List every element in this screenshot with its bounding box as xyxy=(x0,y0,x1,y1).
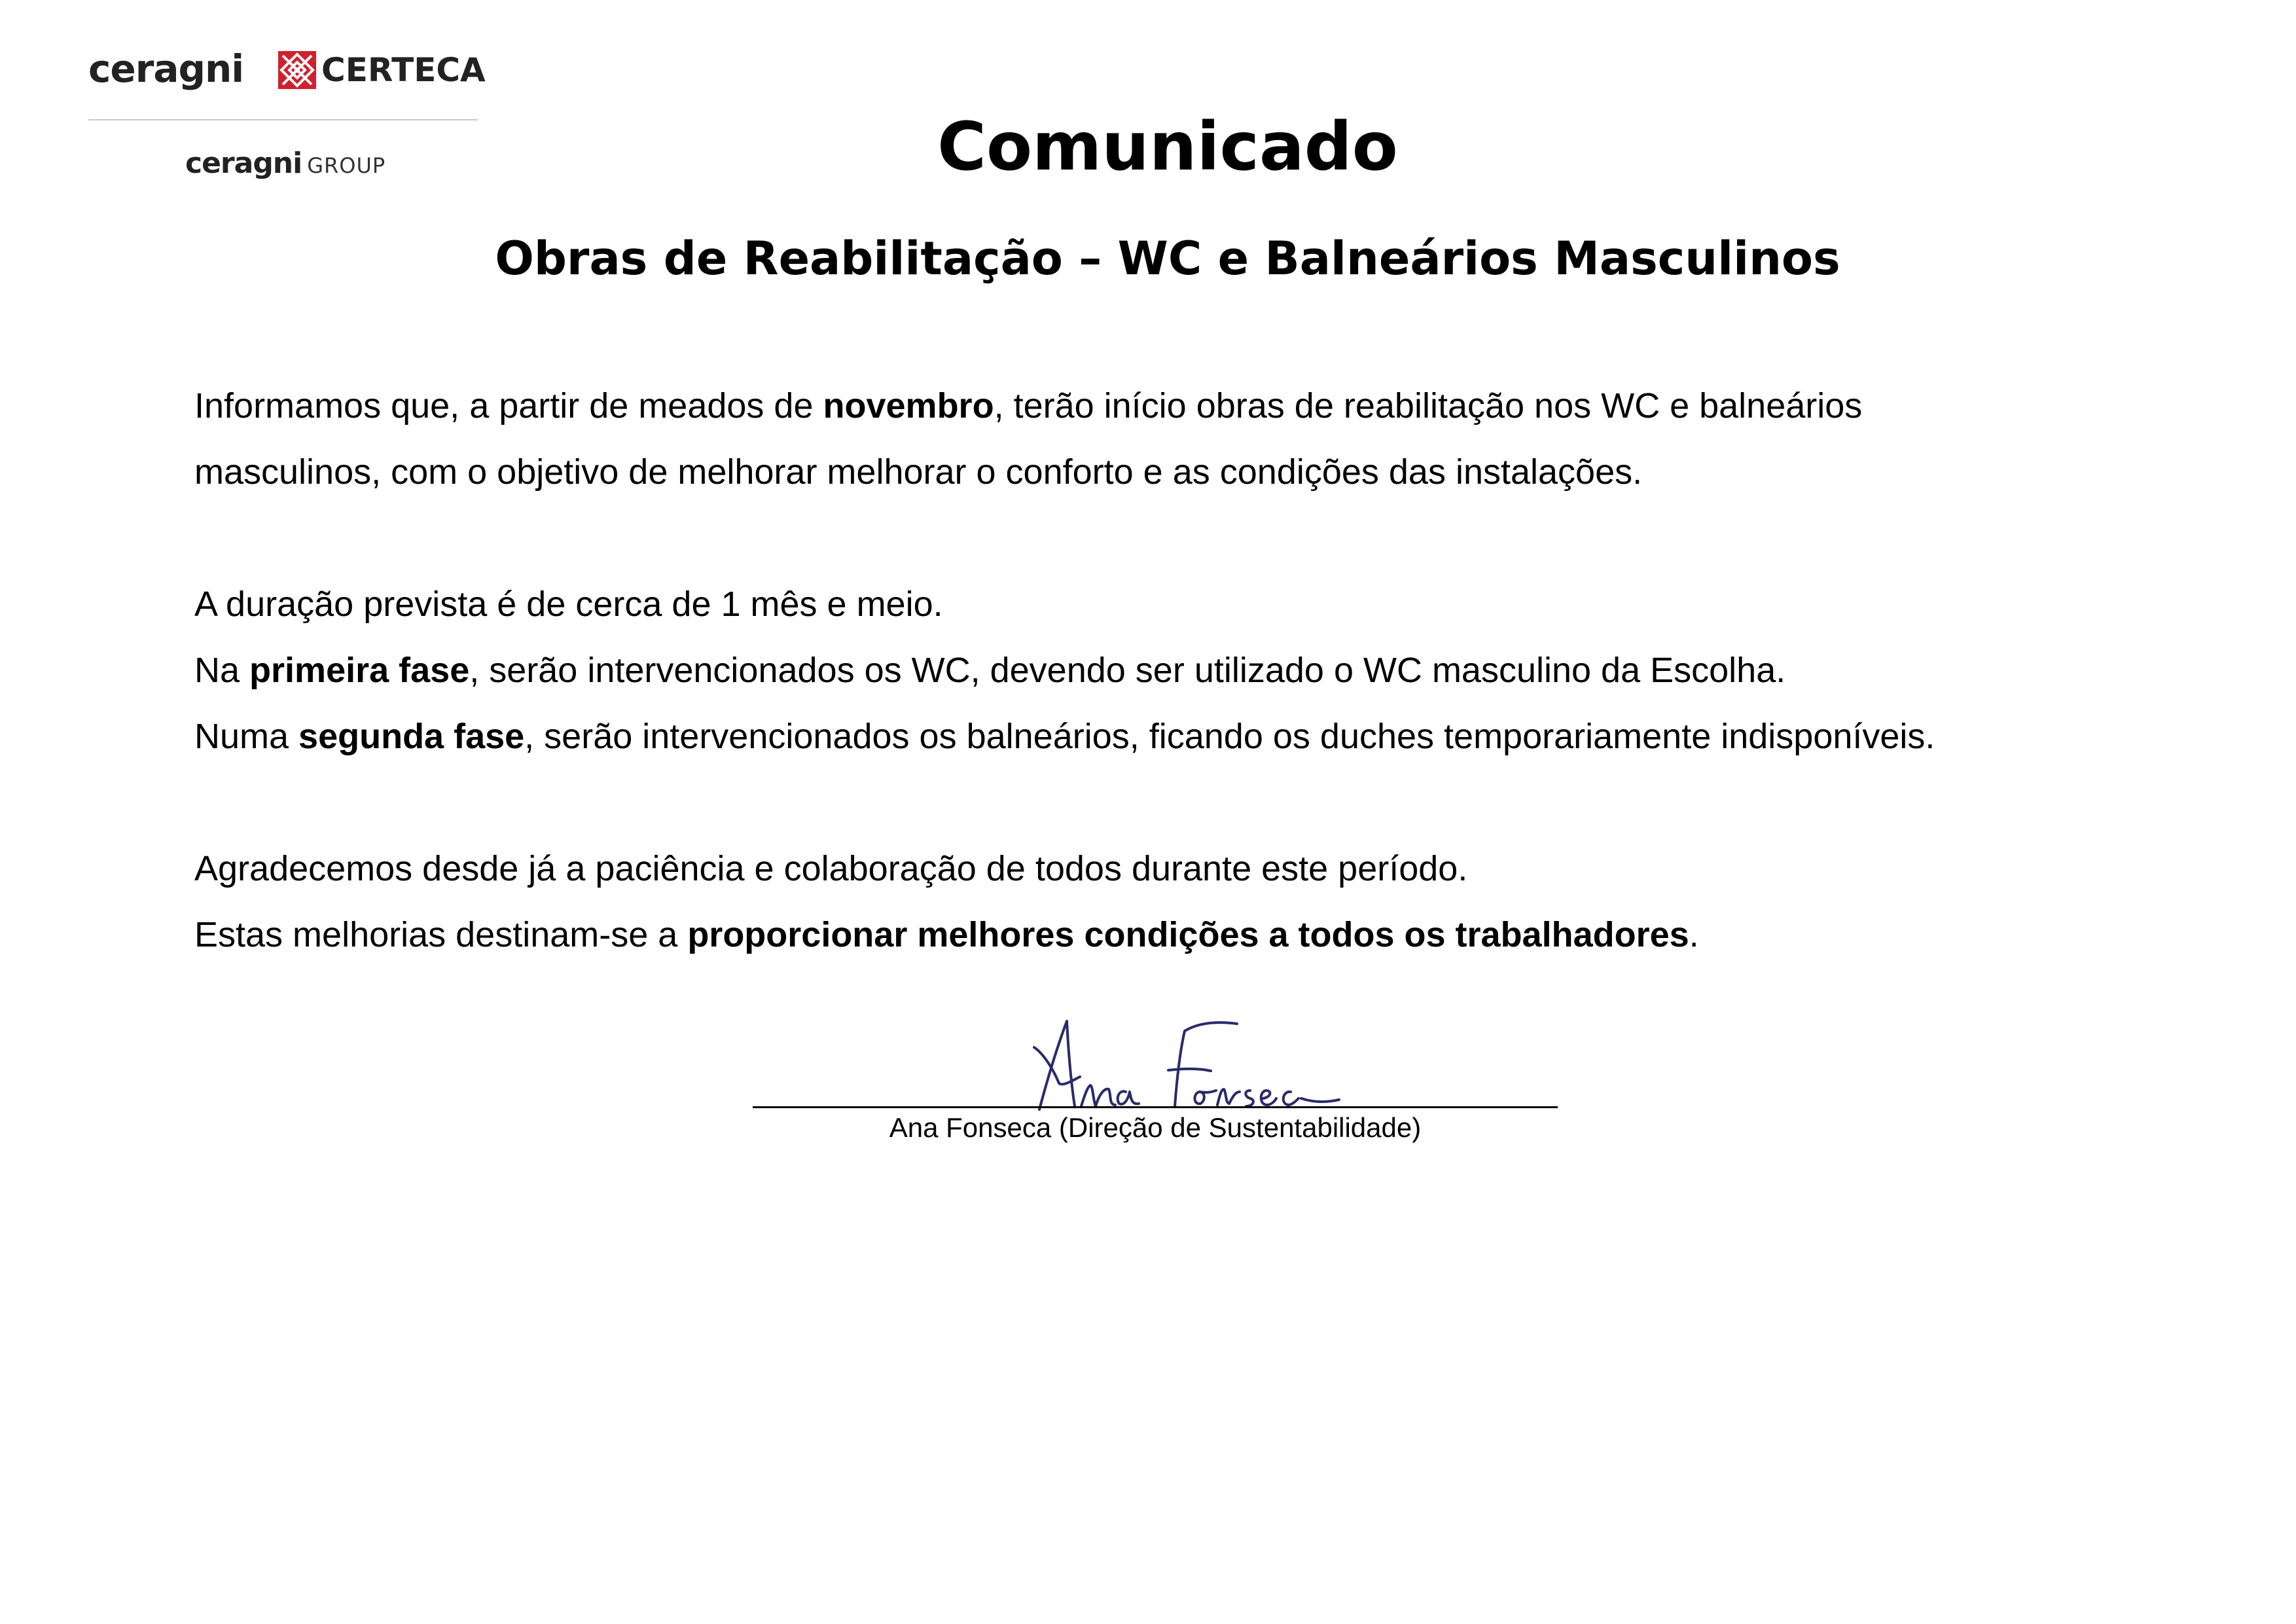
paragraph-spacer xyxy=(194,505,2158,571)
emphasis-novembro: novembro xyxy=(823,386,994,425)
paragraph-intro-line-2: masculinos, com o objetivo de melhorar melhorar o conforto e as condições das instalações. xyxy=(194,452,1643,492)
emphasis-primeira-fase: primeira fase xyxy=(249,651,470,690)
handwritten-signature xyxy=(1028,1008,1342,1119)
group-logo-name: ceragni xyxy=(185,147,302,180)
paragraph-intro-line-1: Informamos que, a partir de meados de novembro, terão início obras de reabilitação nos WC e balneários xyxy=(194,386,1863,425)
document-body xyxy=(194,373,2158,968)
certeca-logo xyxy=(278,50,486,90)
paragraph-improvements: Estas melhorias destinam-se a proporcionar melhores condições a todos os trabalhadores. xyxy=(194,915,1699,954)
paragraph-thanks: Agradecemos desde já a paciência e colaboração de todos durante este período. xyxy=(194,849,1468,888)
emphasis-workers: proporcionar melhores condições a todos os trabalhadores xyxy=(687,915,1689,954)
signatory-name: Ana Fonseca (Direção de Sustentabilidade) xyxy=(889,1112,1422,1143)
document-title: Comunicado xyxy=(937,108,1398,186)
certeca-wordmark: CERTECA xyxy=(321,51,486,89)
document-subtitle: Obras de Reabilitação – WC e Balneários Masculinos xyxy=(495,232,1840,285)
paragraph-first-phase: Na primeira fase, serão intervencionados os WC, devendo ser utilizado o WC masculino da Escolha. xyxy=(194,651,1786,690)
group-logo-suffix: GROUP xyxy=(307,153,386,178)
signature-block xyxy=(753,995,1558,1152)
paragraph-second-phase: Numa segunda fase, serão intervencionados os balneários, ficando os duches temporariamente indisponíveis. xyxy=(194,717,1935,756)
emphasis-segunda-fase: segunda fase xyxy=(298,717,525,756)
signature-line xyxy=(753,1106,1558,1108)
paragraph-duration: A duração prevista é de cerca de 1 mês e meio. xyxy=(194,585,943,624)
paragraph-spacer xyxy=(194,770,2158,836)
ceragni-logo: ceragni xyxy=(88,46,244,91)
certeca-mark-icon xyxy=(278,51,316,89)
